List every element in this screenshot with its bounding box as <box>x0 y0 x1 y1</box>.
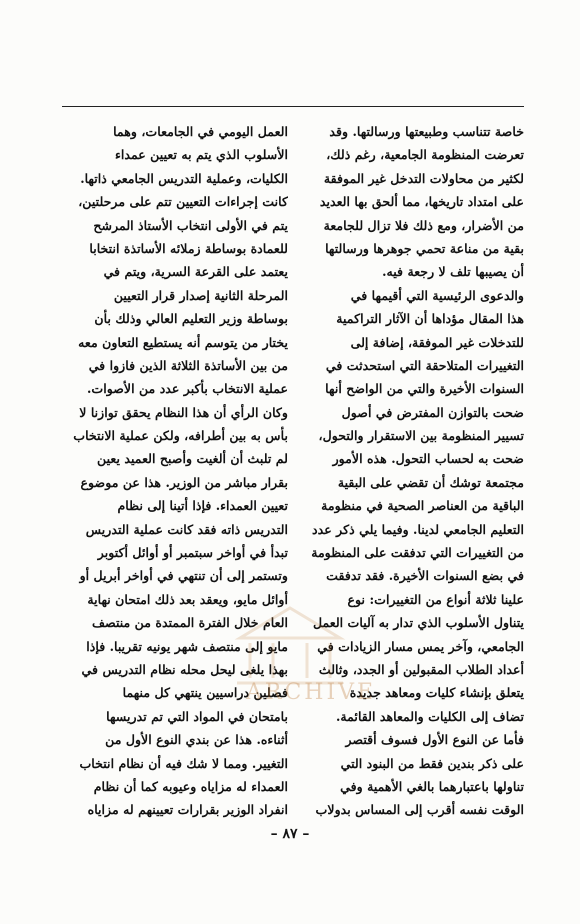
text-line: وتستمر إلى أن تنتهي في أواخر أبريل أو <box>79 568 288 584</box>
text-column-right <box>298 120 524 822</box>
text-line: العمداء له مزاياه وعيوبه كما أن نظام <box>93 778 288 794</box>
text-column-left <box>62 120 288 822</box>
text-line: الوقت نفسه أقرب إلى المساس بدولاب <box>315 802 524 818</box>
text-line: بامتحان في المواد التي تم تدريسها <box>106 708 288 724</box>
text-line: والدعوى الرئيسية التي أقيمها في <box>350 287 524 303</box>
text-line: أثناءه. هذا عن بندي النوع الأول من <box>105 732 288 748</box>
text-line: تضاف إلى الكليات والمعاهد القائمة. <box>336 708 524 724</box>
text-line: أعداد الطلاب المقبولين أو الجدد، وثالث <box>318 661 524 677</box>
text-line: مايو إلى منتصف شهر يونيه تقريبا. فإذا <box>86 638 288 654</box>
text-line: كانت إجراءات التعيين تتم على مرحلتين، <box>78 194 288 210</box>
text-line: لم تلبث أن ألغيت وأصبح العميد يعين <box>97 451 288 467</box>
text-line: التغيير. ومما لا شك فيه أن نظام انتخاب <box>79 755 288 771</box>
text-line: من الأضرار، ومع ذلك فلا تزال للجامعة <box>323 217 524 233</box>
text-line: خاصة تتناسب وطبيعتها ورسالتها. وقد <box>329 124 524 139</box>
text-line: العمل اليومي في الجامعات، وهما <box>113 124 288 139</box>
page-number: – ٨٧ – <box>270 826 310 842</box>
text-line: أن يصيبها تلف لا رجعة فيه. <box>382 264 524 280</box>
text-line: ضحت بالتوازن المفترض في أصول <box>341 404 524 420</box>
text-line: التعليم الجامعي لدينا. وفيما يلي ذكر عدد <box>312 521 524 537</box>
text-line: تعرضت المنظومة الجامعية، رغم ذلك، <box>326 147 524 163</box>
text-line: تبدأ في أواخر سبتمبر أو أوائل أكتوبر <box>97 545 288 561</box>
text-line: من بين الأساتذة الثلاثة الذين فازوا في <box>88 357 288 373</box>
text-line: للتدخلات غير الموفقة، إضافة إلى <box>350 334 524 350</box>
text-line: العام خلال الفترة الممتدة من منتصف <box>91 615 288 631</box>
text-line: وكان الرأي أن هذا النظام يحقق توازنا لا <box>79 404 288 420</box>
text-line: للعمادة بوساطة زملائه الأساتذة انتخابا <box>89 240 288 256</box>
text-line: الكليات، وعملية التدريس الجامعي ذاتها. <box>80 170 288 186</box>
text-line: لكثير من محاولات التدخل غير الموفقة <box>323 170 524 186</box>
text-line: بقية من مناعة تحمي جوهرها ورسالتها <box>325 240 524 256</box>
text-line: فأما عن النوع الأول فسوف أقتصر <box>345 732 524 748</box>
text-line: في بضع السنوات الأخيرة. فقد تدفقت <box>326 568 524 584</box>
text-line: على ذكر بندين فقط من البنود التي <box>340 755 524 771</box>
text-line: من التغييرات التي تدفقت على المنظومة <box>311 545 524 561</box>
text-line: ضحت به لحساب التحول. هذه الأمور <box>332 451 524 467</box>
text-line: السنوات الأخيرة والتي من الواضح أنها <box>325 381 524 397</box>
text-line: تعيين العمداء. فإذا أتينا إلى نظام <box>117 498 288 514</box>
text-line: بهذا يلغى ليحل محله نظام التدريس في <box>81 661 288 677</box>
text-line: الجامعي، وآخر يمس مسار الزيادات في <box>317 638 524 654</box>
text-line: فصلين دراسيين ينتهي كل منهما <box>122 685 288 701</box>
text-line: مجتمعة توشك أن تقضي على البقية <box>337 474 524 490</box>
text-line: تناولها باعتبارهما بالغي الأهمية وفي <box>340 778 524 794</box>
text-line: التدريس ذاته فقد كانت عملية التدريس <box>85 521 288 537</box>
text-line: بقرار مباشر من الوزير. هذا عن موضوع <box>80 474 288 490</box>
text-line: المرحلة الثانية إصدار قرار التعيين <box>113 287 288 303</box>
text-line: انفراد الوزير بقرارات تعيينهم له مزاياه <box>87 802 288 818</box>
text-line: بأس به بين أطرافه، ولكن عملية الانتخاب <box>73 428 288 444</box>
text-line: يتم في الأولى انتخاب الأستاذ المرشح <box>93 217 288 233</box>
text-line: الباقية من العناصر الصحية في منظومة <box>321 498 524 514</box>
text-line: على امتداد تاريخها، مما ألحق بها العديد <box>319 194 524 210</box>
text-line: يتناول الأسلوب الذي تدار به آليات العمل <box>312 615 524 631</box>
text-line: هذا المقال مؤداها أن الآثار التراكمية <box>336 311 524 327</box>
text-line: بوساطة وزير التعليم العالي وذلك بأن <box>94 311 288 327</box>
text-line: تسيير المنظومة بين الاستقرار والتحول، <box>318 428 524 444</box>
text-line: عملية الانتخاب بأكبر عدد من الأصوات. <box>86 381 288 397</box>
header-rule <box>62 106 524 107</box>
text-line: يختار من يتوسم أنه يستطيع التعاون معه <box>78 334 288 350</box>
text-line: الأسلوب الذي يتم به تعيين عمداء <box>114 147 288 163</box>
text-line: يعتمد على القرعة السرية، ويتم في <box>103 264 288 280</box>
text-line: أوائل مايو، ويعقد بعد ذلك امتحان نهاية <box>87 591 288 607</box>
text-line: يتعلق بإنشاء كليات ومعاهد جديدة <box>349 685 524 701</box>
text-line: التغييرات المتلاحقة التي استحدثت في <box>325 357 524 373</box>
text-line: علينا ثلاثة أنواع من التغييرات: نوع <box>347 591 524 607</box>
watermark-text: ARCHIVE <box>246 680 377 705</box>
